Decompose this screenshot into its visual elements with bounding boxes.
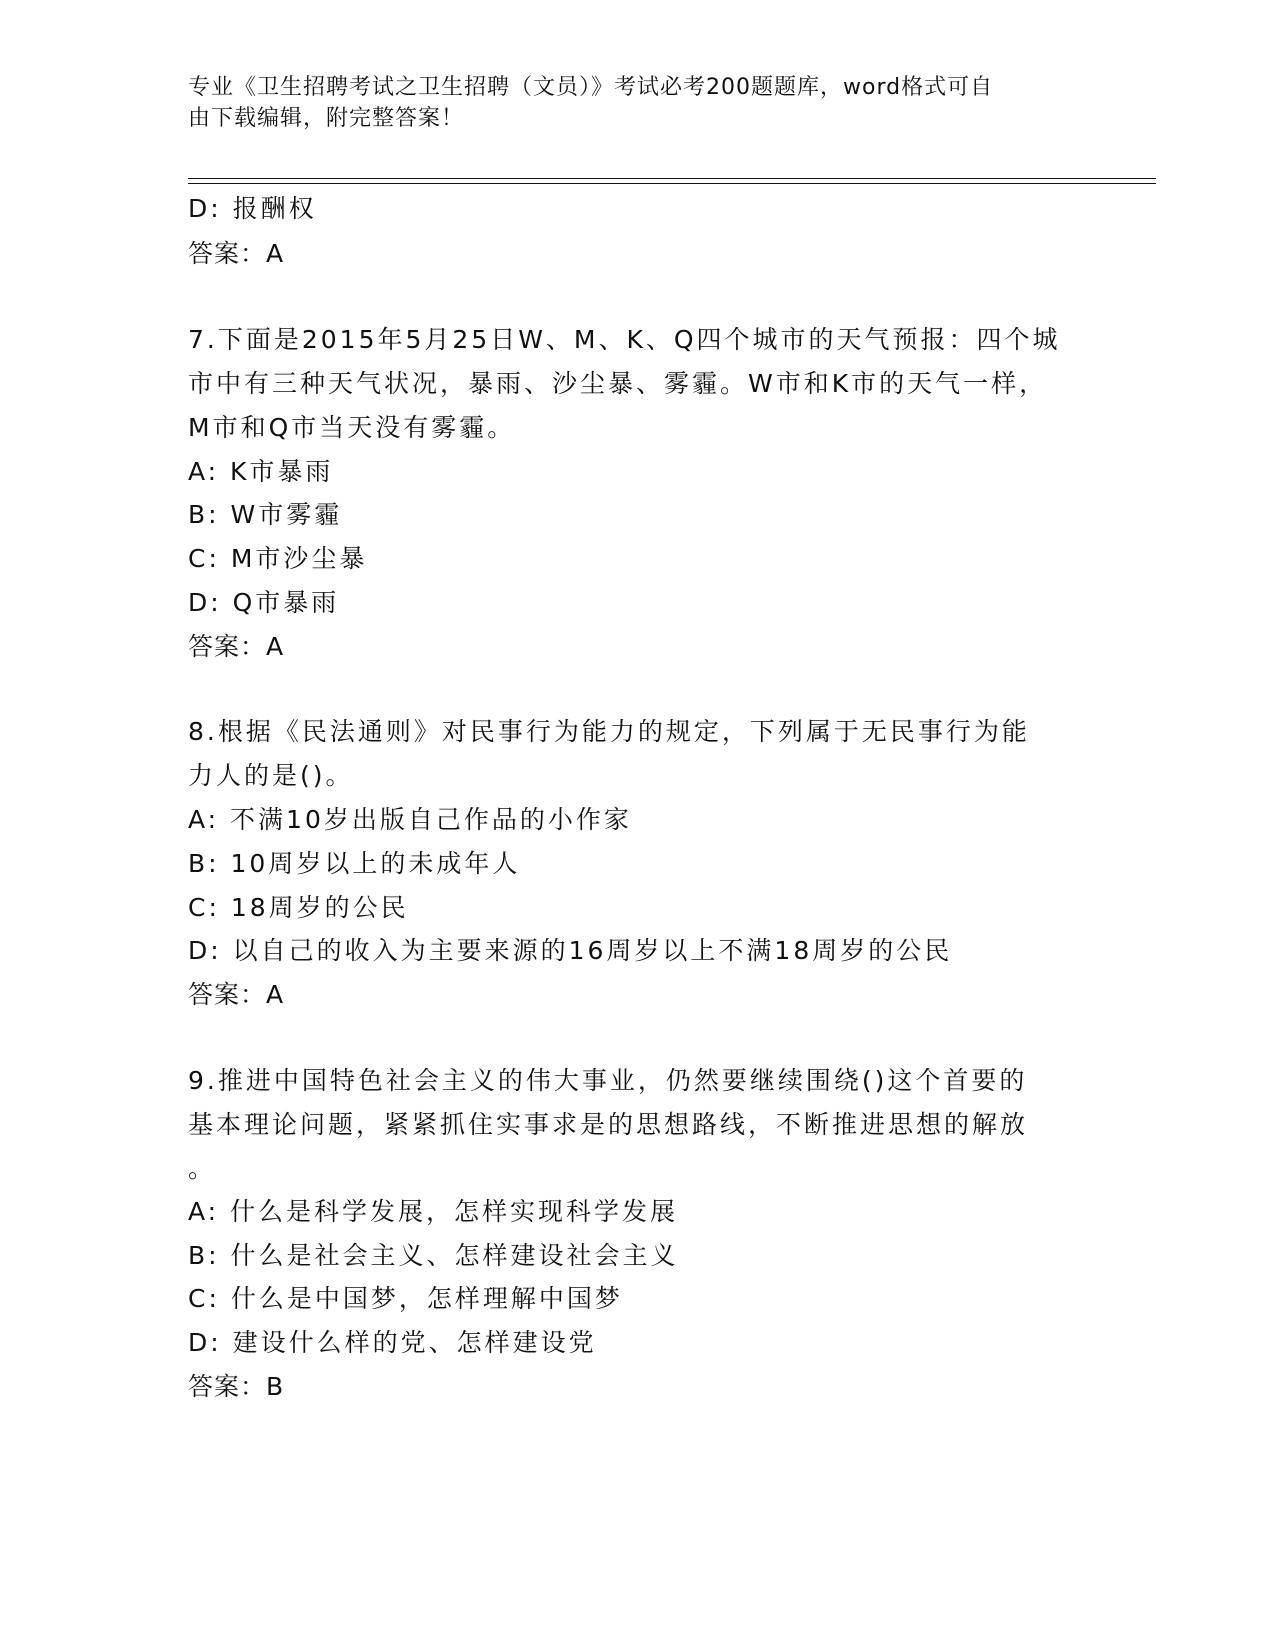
header-line-1: 专业《卫生招聘考试之卫生招聘（文员）》考试必考200题题库，word格式可自 [188, 75, 994, 100]
question-8-answer: 答案：A [188, 980, 285, 1009]
question-7-stem-line-1: 7.下面是2015年5月25日W、M、K、Q四个城市的天气预报：四个城 [188, 325, 1061, 354]
question-7-stem-line-2: 市中有三种天气状况，暴雨、沙尘暴、雾霾。W市和K市的天气一样， [188, 369, 1048, 398]
page-header [188, 72, 1068, 134]
question-9-option-d: D: 建设什么样的党、怎样建设党 [188, 1328, 597, 1357]
header-rule-bottom [188, 183, 1156, 184]
question-7-option-b: B: W市雾霾 [188, 500, 343, 529]
question-8-stem-line-1: 8.根据《民法通则》对民事行为能力的规定，下列属于无民事行为能 [188, 717, 1030, 746]
option-d: D: 报酬权 [188, 194, 317, 223]
question-7-option-c: C: M市沙尘暴 [188, 544, 368, 573]
question-9-stem-line-2: 基本理论问题，紧紧抓住实事求是的思想路线，不断推进思想的解放 [188, 1110, 1029, 1139]
question-8-option-c: C: 18周岁的公民 [188, 893, 409, 922]
question-7-option-d: D: Q市暴雨 [188, 588, 340, 617]
header-rule-top [188, 178, 1156, 179]
answer-line: 答案：A [188, 239, 285, 268]
question-9-stem-line-1: 9.推进中国特色社会主义的伟大事业，仍然要继续围绕()这个首要的 [188, 1066, 1028, 1095]
question-7-stem-line-3: M市和Q市当天没有雾霾。 [188, 413, 516, 442]
question-8-option-a: A: 不满10岁出版自己作品的小作家 [188, 805, 632, 834]
question-8-option-b: B: 10周岁以上的未成年人 [188, 849, 521, 878]
question-9-option-c: C: 什么是中国梦，怎样理解中国梦 [188, 1284, 623, 1313]
question-9-option-b: B: 什么是社会主义、怎样建设社会主义 [188, 1241, 679, 1270]
question-9-answer: 答案：B [188, 1372, 285, 1401]
question-9-stem-line-3: 。 [188, 1154, 217, 1183]
question-8-option-d: D: 以自己的收入为主要来源的16周岁以上不满18周岁的公民 [188, 936, 953, 965]
question-7-answer: 答案：A [188, 632, 285, 661]
question-7-option-a: A: K市暴雨 [188, 457, 334, 486]
header-line-2: 由下载编辑，附完整答案！ [188, 106, 465, 131]
question-8-stem-line-2: 力人的是()。 [188, 761, 354, 790]
question-9-option-a: A: 什么是科学发展，怎样实现科学发展 [188, 1197, 679, 1226]
